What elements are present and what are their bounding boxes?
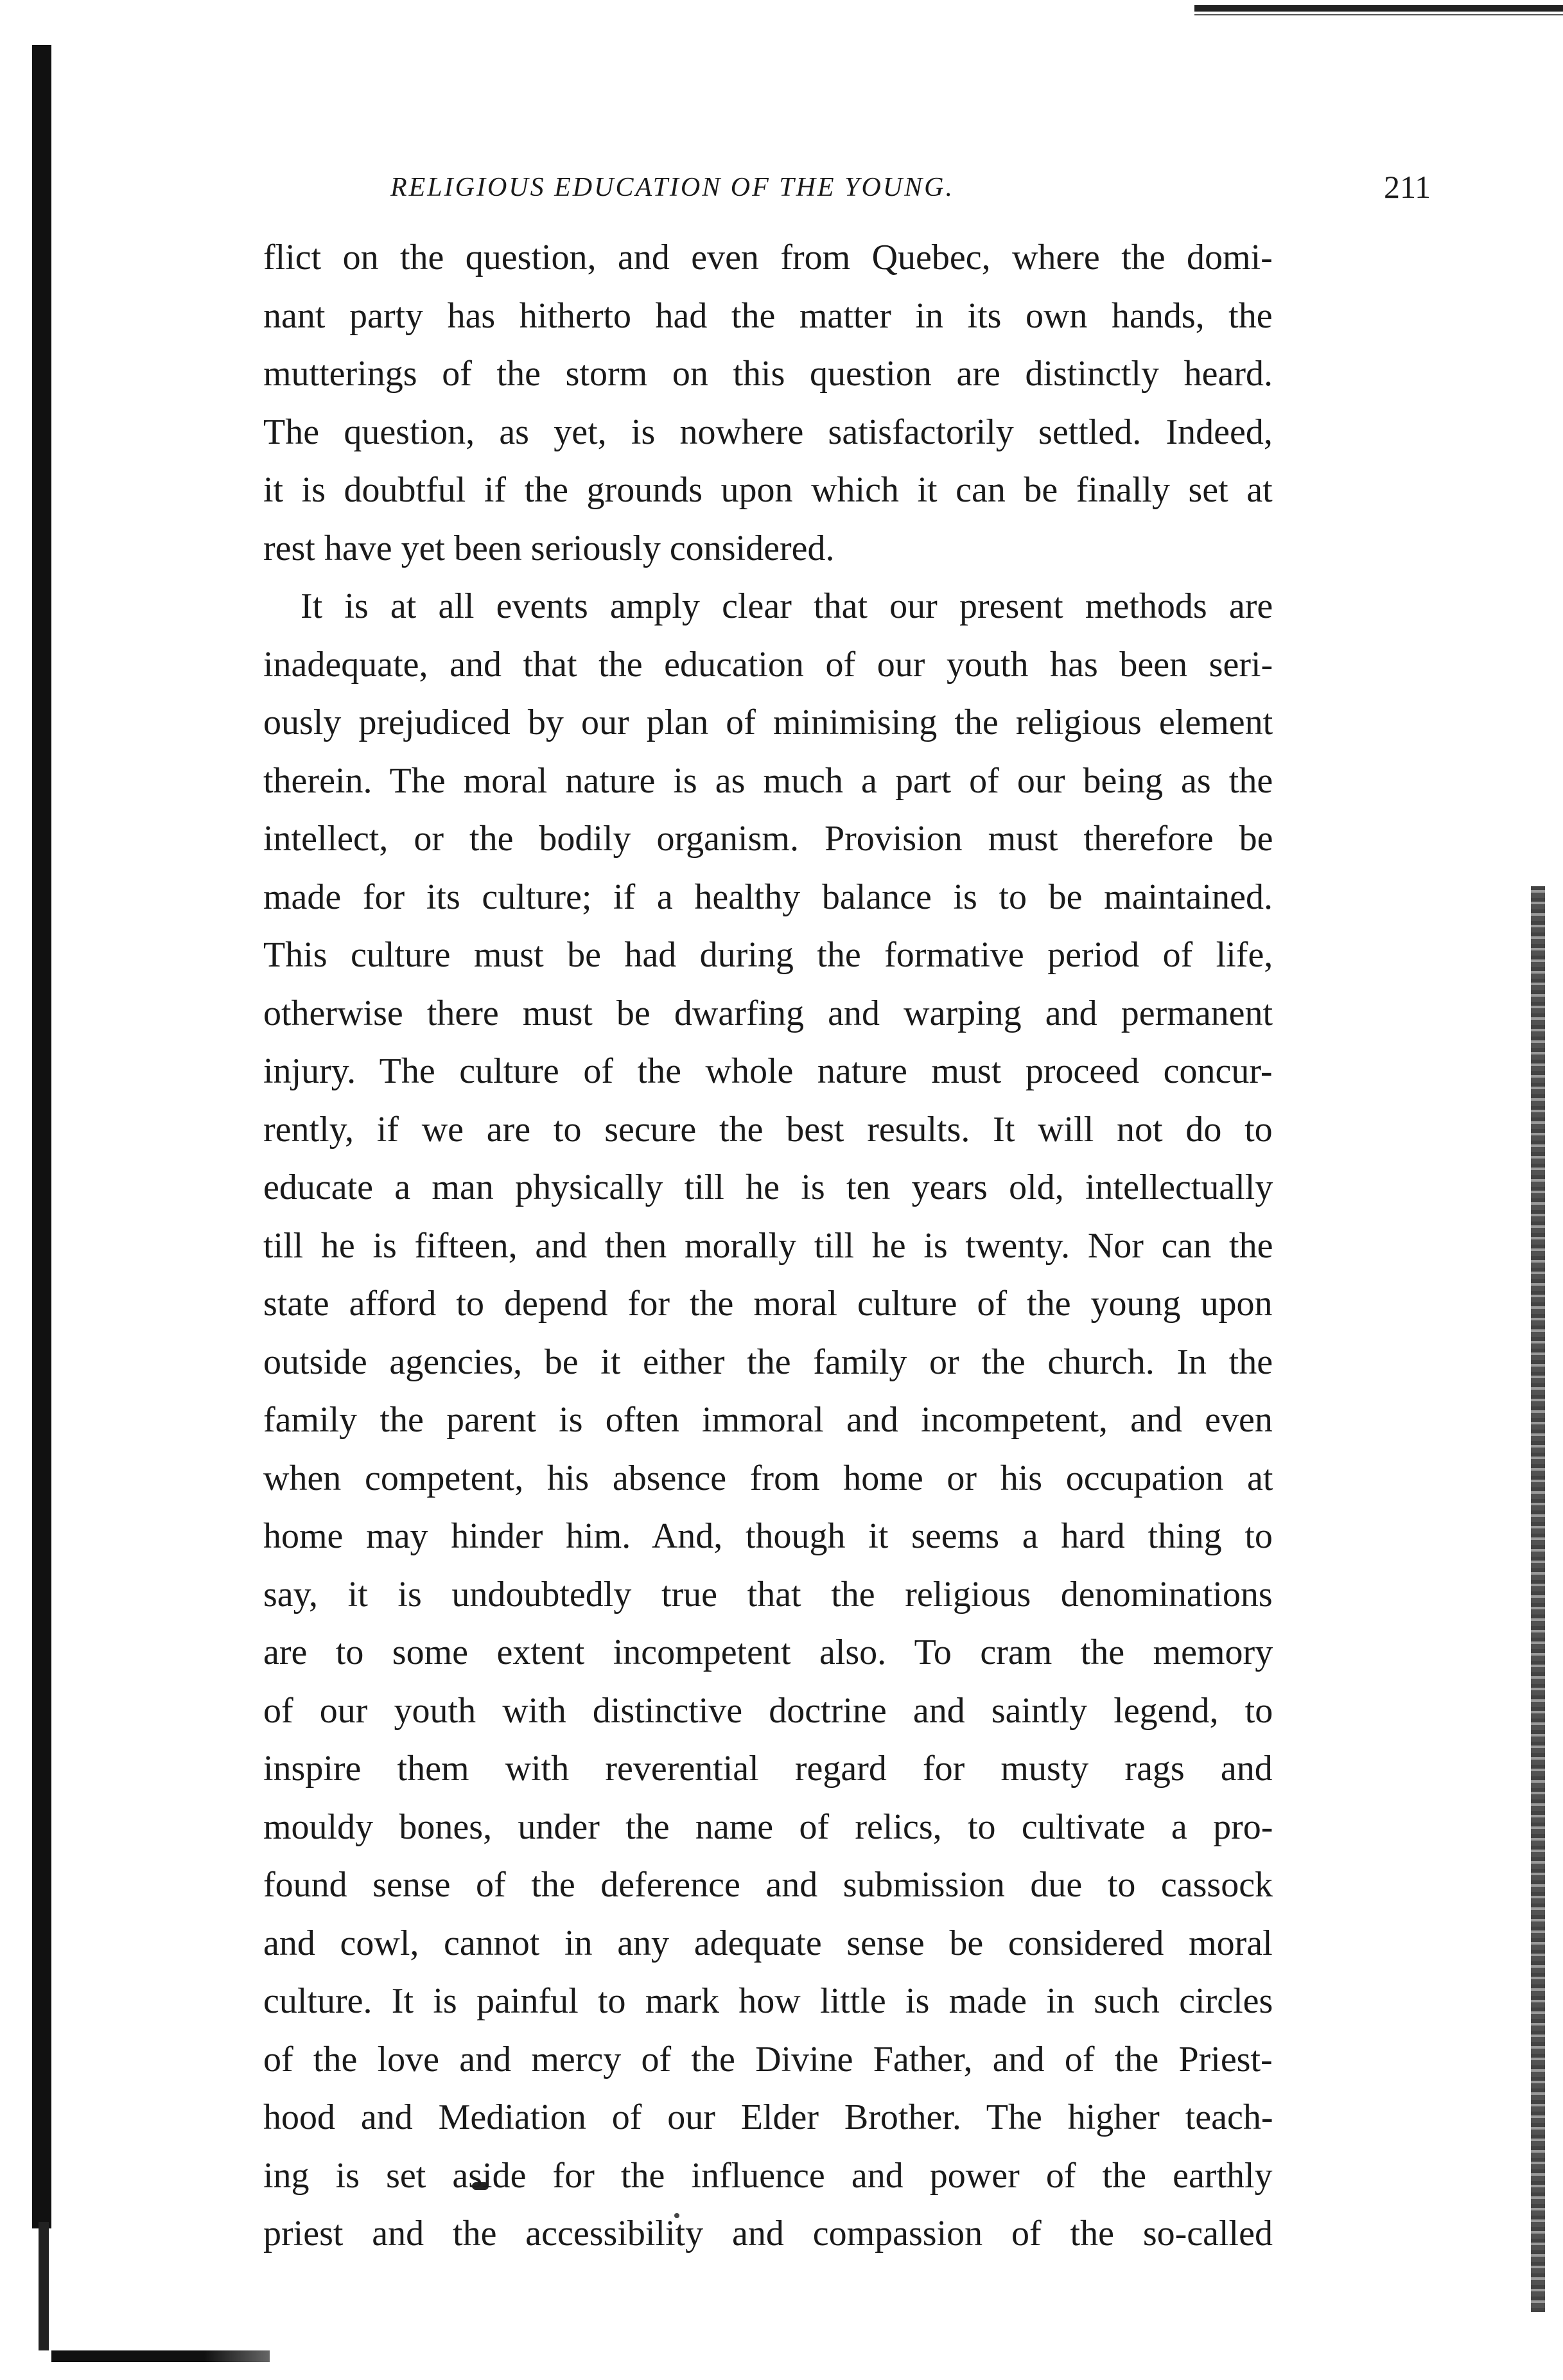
text-line: and cowl, cannot in any adequate sense be considered moral (263, 1923, 1273, 1963)
text-line: of the love and mercy of the Divine Father, and of the Priest- (263, 2039, 1273, 2079)
text-line: are to some extent incompetent also. To cram the memory (263, 1632, 1273, 1672)
text-line: injury. The culture of the whole nature must proceed concur- (263, 1051, 1273, 1091)
text-line: till he is fifteen, and then morally till he is twenty. Nor can the (263, 1225, 1273, 1266)
scan-top-rule-thin (1194, 14, 1563, 15)
text-line: otherwise there must be dwarfing and warping and permanent (263, 993, 1273, 1033)
text-line: made for its culture; if a healthy balance is to be maintained. (263, 877, 1273, 917)
text-line: when competent, his absence from home or his occupation at (263, 1458, 1273, 1498)
text-line: home may hinder him. And, though it seems a hard thing to (263, 1516, 1273, 1556)
text-line: flict on the question, and even from Quebec, where the domi- (263, 238, 1273, 277)
text-line: ously prejudiced by our plan of minimising the religious element (263, 703, 1273, 742)
running-head: RELIGIOUS EDUCATION OF THE YOUNG. (390, 173, 954, 202)
text-line: therein. The moral nature is as much a part of our being as the (263, 760, 1273, 801)
text-line: rest have yet been seriously considered. (263, 528, 835, 568)
scan-right-edge-noise (1531, 886, 1545, 2312)
body-text (263, 229, 1273, 2263)
text-line: nant party has hitherto had the matter in its own hands, the (263, 295, 1273, 336)
text-line: it is doubtful if the grounds upon which it can be finally set at (263, 470, 1273, 510)
scan-top-rule (1194, 5, 1563, 12)
text-line: culture. It is painful to mark how little is made in such circles (263, 1981, 1273, 2021)
text-line: This culture must be had during the formative period of life, (263, 935, 1273, 975)
text-line: inadequate, and that the education of our youth has been seri- (263, 644, 1273, 685)
text-line: rently, if we are to secure the best results. It will not do to (263, 1109, 1273, 1150)
text-line: inspire them with reverential regard for musty rags and (263, 1749, 1273, 1789)
text-line: found sense of the deference and submission due to cassock (263, 1865, 1273, 1905)
scan-bottom-rule (51, 2350, 270, 2362)
text-line: outside agencies, be it either the family or the church. In the (263, 1342, 1273, 1382)
text-line: family the parent is often immoral and incompetent, and even (263, 1400, 1273, 1440)
text-line: of our youth with distinctive doctrine and saintly legend, to (263, 1690, 1273, 1731)
text-line: say, it is undoubtedly true that the religious denominations (263, 1574, 1273, 1614)
scan-left-margin-bar-tail (39, 2222, 49, 2350)
scan-left-margin-bar (32, 45, 51, 2228)
text-line: priest and the accessibility and compassion of the so-called (263, 2214, 1273, 2253)
text-line: The question, as yet, is nowhere satisfactorily settled. Indeed, (263, 412, 1273, 452)
text-line: ing is set aside for the influence and power of the earthly (263, 2155, 1273, 2196)
page-number: 211 (1384, 169, 1431, 205)
text-line: mutterings of the storm on this question are distinctly heard. (263, 354, 1273, 394)
text-line: It is at all events amply clear that our present methods are (301, 586, 1273, 626)
text-line: intellect, or the bodily organism. Provision must therefore be (263, 819, 1273, 859)
text-line: hood and Mediation of our Elder Brother. The higher teach- (263, 2097, 1273, 2137)
text-line: educate a man physically till he is ten years old, intellectually (263, 1168, 1273, 1207)
text-line: mouldy bones, under the name of relics, to cultivate a pro- (263, 1807, 1273, 1847)
text-line: state afford to depend for the moral culture of the young upon (263, 1284, 1273, 1324)
